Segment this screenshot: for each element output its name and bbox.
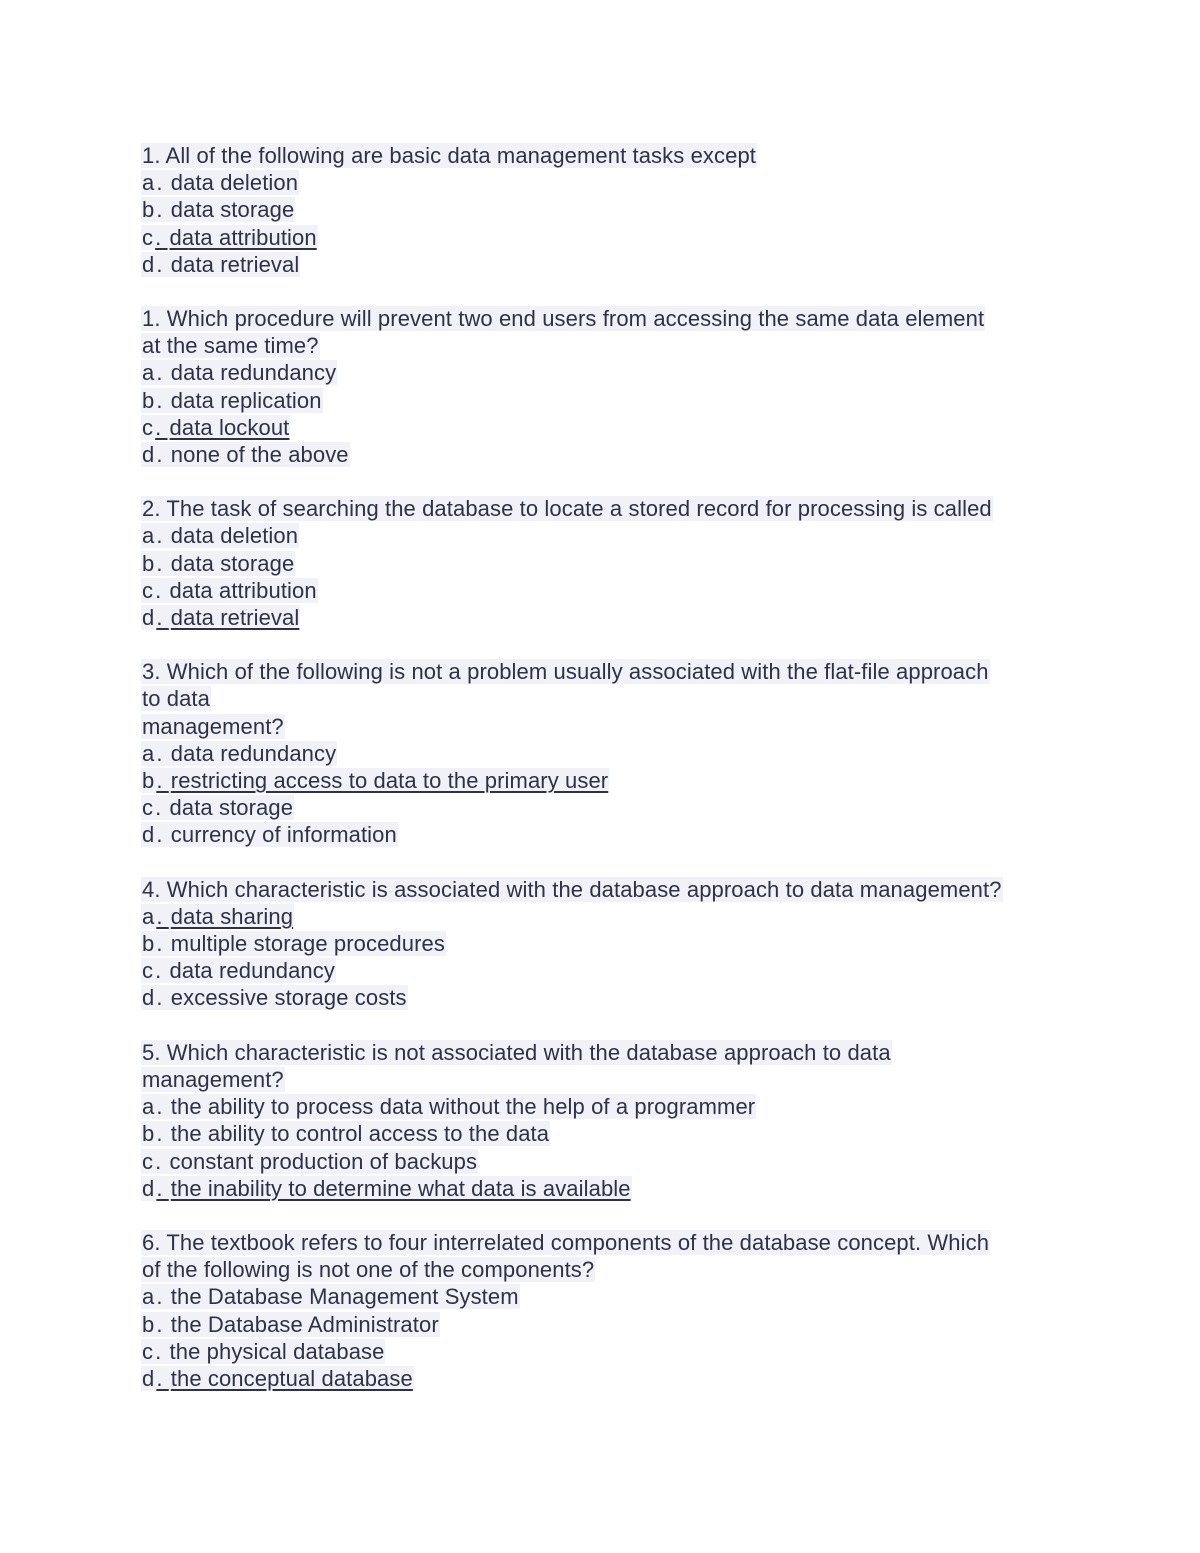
option-letter: d bbox=[142, 605, 155, 631]
option-text: data storage bbox=[170, 550, 295, 576]
option-letter: a bbox=[142, 903, 155, 929]
option-text: the ability to control access to the data bbox=[170, 1121, 550, 1147]
option-text: data deletion bbox=[170, 170, 299, 196]
correct-option-text: data retrieval bbox=[170, 605, 300, 631]
question-block bbox=[141, 876, 1071, 1012]
option-separator: . bbox=[156, 170, 169, 196]
option-letter: a bbox=[142, 1284, 155, 1310]
answer-option bbox=[141, 224, 1071, 251]
option-separator: . bbox=[156, 1094, 169, 1120]
option-text: the Database Administrator bbox=[170, 1311, 439, 1337]
answer-option bbox=[141, 522, 1071, 549]
option-separator: . bbox=[156, 985, 169, 1011]
answer-option bbox=[141, 196, 1071, 223]
question-stem-line bbox=[141, 142, 1071, 169]
question-stem-text: 1. Which procedure will prevent two end users from accessing the same data element bbox=[142, 306, 985, 332]
option-text: data storage bbox=[170, 197, 295, 223]
answer-option bbox=[141, 550, 1071, 577]
question-stem-text: management? bbox=[142, 713, 284, 739]
question-stem-line bbox=[141, 1039, 1071, 1066]
question-stem-text: 3. Which of the following is not a problem usually associated with the flat-file approach bbox=[142, 659, 989, 685]
option-separator: . bbox=[156, 768, 169, 794]
option-separator: . bbox=[156, 387, 169, 413]
question-stem-line bbox=[141, 658, 1071, 685]
answer-option bbox=[141, 577, 1071, 604]
question-stem-line bbox=[141, 713, 1071, 740]
option-letter: b bbox=[142, 768, 155, 794]
option-text: data storage bbox=[169, 795, 294, 821]
option-separator: . bbox=[156, 442, 169, 468]
option-separator: . bbox=[155, 958, 168, 984]
option-text: constant production of backups bbox=[169, 1148, 478, 1174]
answer-option bbox=[141, 169, 1071, 196]
question-stem-text: 6. The textbook refers to four interrelated components of the database concept. Which bbox=[142, 1229, 990, 1255]
answer-option bbox=[141, 794, 1071, 821]
answer-option bbox=[141, 740, 1071, 767]
answer-option bbox=[141, 251, 1071, 278]
option-separator: . bbox=[156, 523, 169, 549]
option-letter: b bbox=[142, 197, 155, 223]
question-block bbox=[141, 495, 1071, 631]
option-letter: c bbox=[142, 795, 154, 821]
option-letter: d bbox=[142, 822, 155, 848]
option-separator: . bbox=[156, 360, 169, 386]
question-stem-line bbox=[141, 685, 1071, 712]
answer-option bbox=[141, 1338, 1071, 1365]
option-separator: . bbox=[156, 1284, 169, 1310]
question-stem-line bbox=[141, 332, 1071, 359]
option-letter: b bbox=[142, 387, 155, 413]
question-stem-text: of the following is not one of the components? bbox=[142, 1257, 595, 1283]
question-block bbox=[141, 305, 1071, 468]
option-separator: . bbox=[155, 577, 168, 603]
question-block bbox=[141, 1229, 1071, 1392]
option-separator: . bbox=[156, 903, 169, 929]
answer-option bbox=[141, 414, 1071, 441]
correct-option-text: data lockout bbox=[169, 414, 290, 440]
option-letter: d bbox=[142, 985, 155, 1011]
answer-option bbox=[141, 359, 1071, 386]
option-text: the physical database bbox=[169, 1338, 385, 1364]
answer-option bbox=[141, 1365, 1071, 1392]
question-stem-line bbox=[141, 495, 1071, 522]
option-letter: b bbox=[142, 550, 155, 576]
answer-option bbox=[141, 1175, 1071, 1202]
option-letter: b bbox=[142, 1121, 155, 1147]
question-stem-text: to data bbox=[142, 686, 210, 712]
option-separator: . bbox=[155, 1338, 168, 1364]
option-separator: . bbox=[156, 1175, 169, 1201]
option-text: none of the above bbox=[170, 442, 349, 468]
option-separator: . bbox=[156, 822, 169, 848]
option-letter: c bbox=[142, 224, 154, 250]
option-letter: b bbox=[142, 1311, 155, 1337]
question-stem-text: 2. The task of searching the database to locate a stored record for processing is called bbox=[142, 496, 992, 522]
answer-option bbox=[141, 1093, 1071, 1120]
question-block bbox=[141, 142, 1071, 278]
quiz-question-list bbox=[141, 142, 1071, 1419]
question-stem-line bbox=[141, 876, 1071, 903]
option-separator: . bbox=[156, 1121, 169, 1147]
answer-option bbox=[141, 984, 1071, 1011]
answer-option bbox=[141, 1120, 1071, 1147]
option-letter: a bbox=[142, 523, 155, 549]
question-block bbox=[141, 658, 1071, 848]
option-text: multiple storage procedures bbox=[170, 931, 445, 957]
option-letter: b bbox=[142, 931, 155, 957]
answer-option bbox=[141, 821, 1071, 848]
option-letter: d bbox=[142, 442, 155, 468]
option-letter: a bbox=[142, 740, 155, 766]
option-letter: d bbox=[142, 1175, 155, 1201]
option-separator: . bbox=[155, 414, 168, 440]
question-stem-text: 1. All of the following are basic data management tasks except bbox=[142, 143, 756, 168]
option-separator: . bbox=[156, 550, 169, 576]
option-letter: a bbox=[142, 1094, 155, 1120]
question-stem-text: 5. Which characteristic is not associated with the database approach to data bbox=[142, 1039, 891, 1065]
answer-option bbox=[141, 1283, 1071, 1310]
option-separator: . bbox=[155, 224, 168, 250]
answer-option bbox=[141, 767, 1071, 794]
option-separator: . bbox=[156, 740, 169, 766]
question-stem-line bbox=[141, 1066, 1071, 1093]
option-text: the ability to process data without the help of a programmer bbox=[170, 1094, 756, 1120]
question-stem-line bbox=[141, 1229, 1071, 1256]
option-separator: . bbox=[155, 795, 168, 821]
option-separator: . bbox=[156, 197, 169, 223]
option-separator: . bbox=[156, 1311, 169, 1337]
option-separator: . bbox=[155, 1148, 168, 1174]
correct-option-text: the conceptual database bbox=[170, 1365, 413, 1391]
answer-option bbox=[141, 930, 1071, 957]
option-letter: a bbox=[142, 170, 155, 196]
option-text: data attribution bbox=[169, 577, 317, 603]
option-letter: c bbox=[142, 1338, 154, 1364]
option-text: data retrieval bbox=[170, 251, 300, 277]
question-stem-line bbox=[141, 305, 1071, 332]
option-separator: . bbox=[156, 251, 169, 277]
correct-option-text: data sharing bbox=[170, 903, 294, 929]
correct-option-text: the inability to determine what data is available bbox=[170, 1175, 631, 1201]
option-text: data redundancy bbox=[170, 740, 337, 766]
option-letter: c bbox=[142, 577, 154, 603]
correct-option-text: data attribution bbox=[169, 224, 317, 250]
answer-option bbox=[141, 1311, 1071, 1338]
option-letter: c bbox=[142, 1148, 154, 1174]
correct-option-text: restricting access to data to the primary user bbox=[170, 768, 609, 794]
question-block bbox=[141, 1039, 1071, 1202]
option-text: data deletion bbox=[170, 523, 299, 549]
option-text: data replication bbox=[170, 387, 322, 413]
option-letter: c bbox=[142, 958, 154, 984]
option-separator: . bbox=[156, 931, 169, 957]
answer-option bbox=[141, 604, 1071, 631]
question-stem-line bbox=[141, 1256, 1071, 1283]
option-letter: c bbox=[142, 414, 154, 440]
answer-option bbox=[141, 441, 1071, 468]
option-separator: . bbox=[156, 605, 169, 631]
question-stem-text: management? bbox=[142, 1066, 284, 1092]
option-text: the Database Management System bbox=[170, 1284, 519, 1310]
answer-option bbox=[141, 1148, 1071, 1175]
option-letter: d bbox=[142, 251, 155, 277]
option-text: data redundancy bbox=[170, 360, 337, 386]
answer-option bbox=[141, 903, 1071, 930]
option-text: currency of information bbox=[170, 822, 397, 848]
question-stem-text: 4. Which characteristic is associated with the database approach to data management? bbox=[142, 876, 1002, 902]
option-text: data redundancy bbox=[169, 958, 335, 984]
option-letter: a bbox=[142, 360, 155, 386]
option-text: excessive storage costs bbox=[170, 985, 407, 1011]
answer-option bbox=[141, 387, 1071, 414]
answer-option bbox=[141, 957, 1071, 984]
question-stem-text: at the same time? bbox=[142, 333, 319, 359]
option-letter: d bbox=[142, 1365, 155, 1391]
option-separator: . bbox=[156, 1365, 169, 1391]
